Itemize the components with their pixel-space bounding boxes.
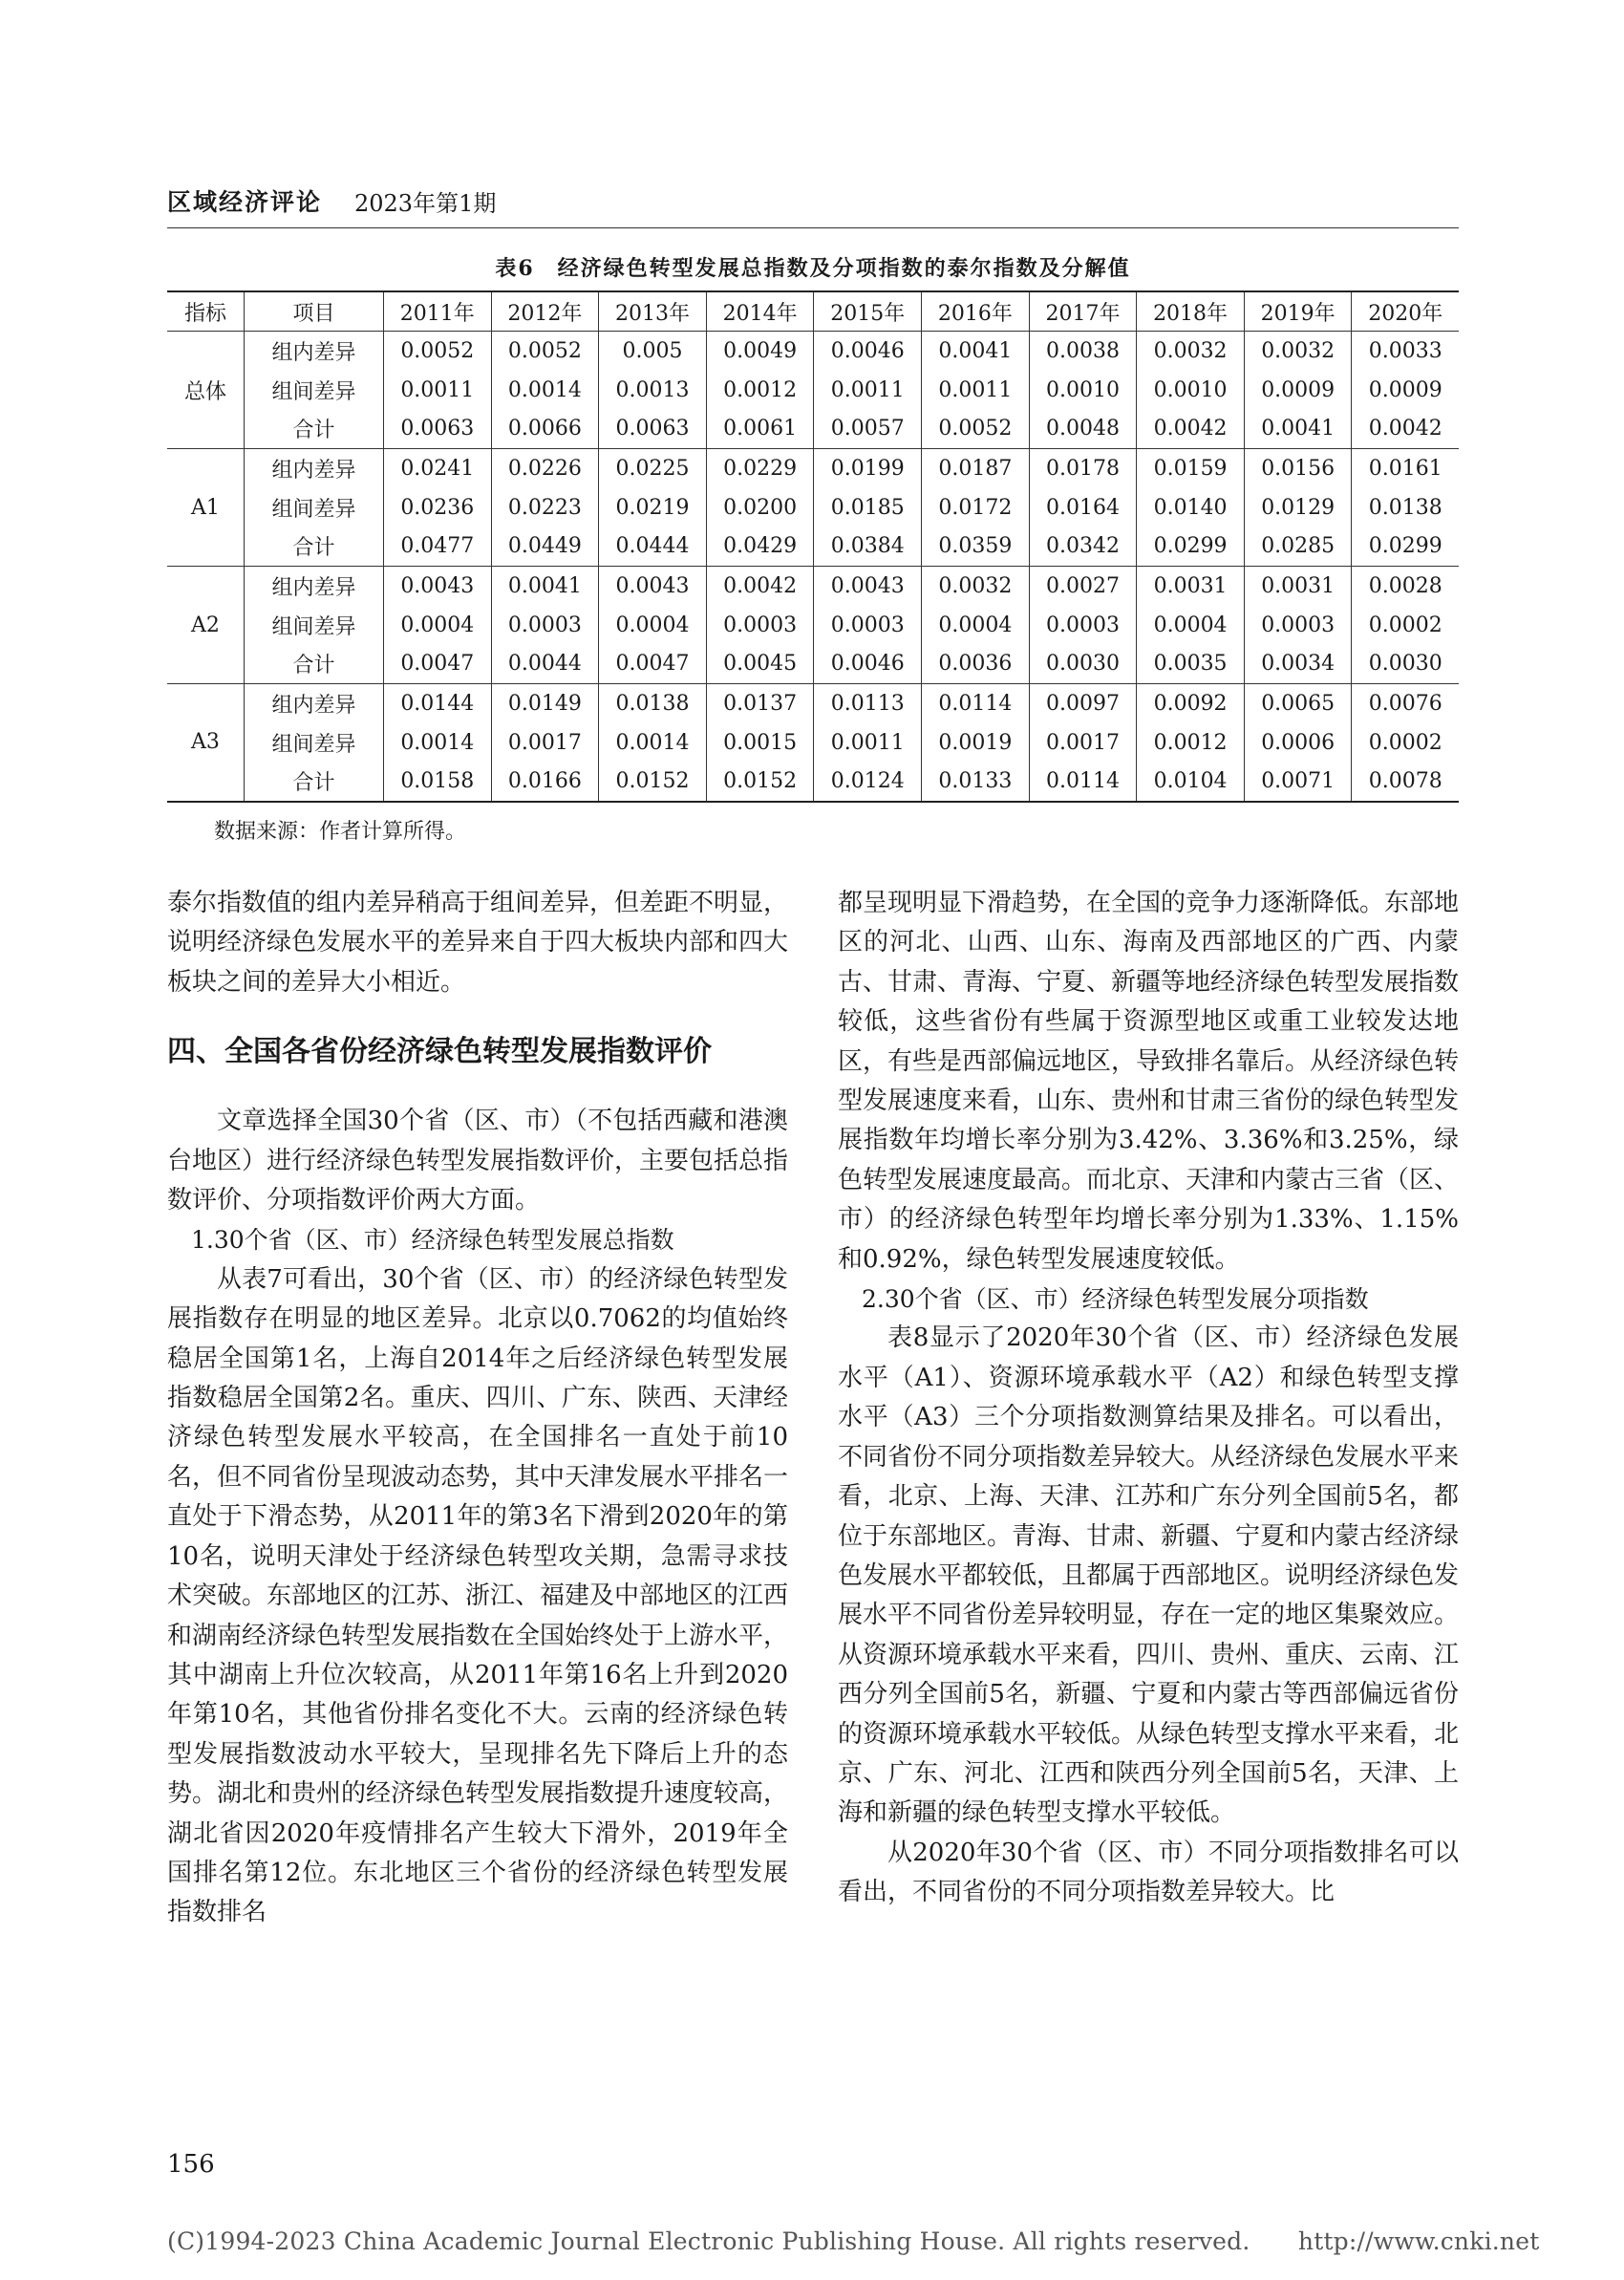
table-title: 表6 经济绿色转型发展总指数及分项指数的泰尔指数及分解值 <box>495 256 1131 281</box>
header-item: 项目 <box>245 291 384 332</box>
value-cell: 0.0138 <box>1368 495 1442 520</box>
value-cell: 0.0129 <box>1244 488 1352 527</box>
header-year: 2014年 <box>706 291 814 332</box>
value-cell: 0.0047 <box>599 645 707 684</box>
value-cell: 0.0285 <box>1244 527 1352 567</box>
value-cell: 0.0078 <box>1352 763 1459 802</box>
value-cell: 0.0010 <box>1137 371 1245 410</box>
item-cell: 组间差异 <box>245 723 384 763</box>
item-cell: 合计 <box>245 763 384 802</box>
value-cell: 0.0042 <box>1352 410 1459 449</box>
header-year: 2012年 <box>491 291 599 332</box>
value-cell: 0.0133 <box>922 763 1030 802</box>
table-row <box>167 684 1459 723</box>
item-cell: 组间差异 <box>245 488 384 527</box>
value-cell: 0.0138 <box>599 684 707 723</box>
value-cell: 0.0003 <box>491 606 599 645</box>
value-cell: 0.0009 <box>1244 371 1352 410</box>
value-cell: 0.0226 <box>491 449 599 488</box>
table-header-row <box>167 291 1459 332</box>
value-cell: 0.0104 <box>1137 763 1245 802</box>
value-cell: 0.0178 <box>1029 449 1137 488</box>
value-cell: 0.0014 <box>599 723 707 763</box>
value-cell: 0.0219 <box>599 488 707 527</box>
item-cell: 组间差异 <box>245 606 384 645</box>
value-cell: 0.0114 <box>1029 763 1137 802</box>
item-cell: 组内差异 <box>245 684 384 723</box>
value-cell: 0.0003 <box>814 606 922 645</box>
item-cell: 合计 <box>245 527 384 567</box>
value-cell: 0.0449 <box>491 527 599 567</box>
paragraph: 都呈现明显下滑趋势，在全国的竞争力逐渐降低。东部地区的河北、山西、山东、海南及西部地区的广西、内蒙古、甘肃、青海、宁夏、新疆等地经济绿色转型发展指数较低，这些省份有些属于资源型地区或重工业较发达地区，有些是西部偏远地区，导致排名靠后。从经济绿色转型发展速度来看，山东、贵州和甘肃三省份的绿色转型发展指数年均增长率分别为3.42%、3.36%和3.25%，绿色转型发展速度最高。而北京、天津和内蒙古三省（区、市）的经济绿色转型年均增长率分别为1.33%、1.15%和0.92%，绿色转型发展速度较低。 <box>838 889 1460 1274</box>
section-heading: 四、全国各省份经济绿色转型发展指数评价 <box>167 1035 712 1069</box>
value-cell: 0.0043 <box>599 567 707 606</box>
copyright-footer: (C)1994-2023 China Academic Journal Electronic Publishing House. All rights reserved. http://www.cnki.net <box>167 2227 1540 2255</box>
value-cell: 0.0032 <box>1244 332 1352 371</box>
value-cell: 0.0063 <box>599 410 707 449</box>
value-cell: 0.0065 <box>1244 684 1352 723</box>
value-cell: 0.0004 <box>1137 606 1245 645</box>
running-header <box>167 183 1459 226</box>
value-cell: 0.0009 <box>1368 377 1442 402</box>
table-row <box>167 763 1459 802</box>
table-row <box>167 371 1459 410</box>
value-cell: 0.0049 <box>706 332 814 371</box>
value-cell: 0.0011 <box>922 371 1030 410</box>
value-cell: 0.0199 <box>814 449 922 488</box>
value-cell: 0.0045 <box>706 645 814 684</box>
value-cell: 0.0052 <box>922 410 1030 449</box>
value-cell: 0.0299 <box>1352 527 1459 567</box>
value-cell: 0.0014 <box>384 723 492 763</box>
value-cell: 0.0137 <box>706 684 814 723</box>
value-cell: 0.0010 <box>1029 371 1137 410</box>
value-cell: 0.0036 <box>922 645 1030 684</box>
subsection-heading: 1.30个省（区、市）经济绿色转型发展总指数 <box>191 1226 674 1255</box>
value-cell: 0.0052 <box>384 332 492 371</box>
value-cell: 0.0052 <box>491 332 599 371</box>
theil-index-table <box>167 290 1459 803</box>
value-cell: 0.0161 <box>1368 456 1442 481</box>
value-cell: 0.0047 <box>384 645 492 684</box>
item-cell: 合计 <box>245 645 384 684</box>
header-year: 2020年 <box>1352 291 1459 332</box>
table-row <box>167 410 1459 449</box>
value-cell: 0.0114 <box>922 684 1030 723</box>
indicator-cell: A2 <box>167 567 245 684</box>
page-number: 156 <box>167 2150 215 2179</box>
subsection-heading: 2.30个省（区、市）经济绿色转型发展分项指数 <box>862 1285 1369 1314</box>
table-row <box>167 449 1459 488</box>
value-cell: 0.0043 <box>814 567 922 606</box>
value-cell: 0.0299 <box>1137 527 1245 567</box>
value-cell: 0.0187 <box>922 449 1030 488</box>
indicator-cell: 总体 <box>167 332 245 449</box>
value-cell: 0.0092 <box>1137 684 1245 723</box>
value-cell: 0.0017 <box>491 723 599 763</box>
value-cell: 0.0042 <box>706 567 814 606</box>
value-cell: 0.0030 <box>1029 645 1137 684</box>
value-cell: 0.0166 <box>491 763 599 802</box>
header-indicator: 指标 <box>167 291 245 332</box>
value-cell: 0.0156 <box>1244 449 1352 488</box>
value-cell: 0.0003 <box>1029 606 1137 645</box>
table-row <box>167 723 1459 763</box>
journal-issue: 2023年第1期 <box>354 190 497 217</box>
value-cell: 0.0241 <box>384 449 492 488</box>
header-year: 2019年 <box>1244 291 1352 332</box>
value-cell: 0.0041 <box>491 567 599 606</box>
value-cell: 0.0477 <box>384 527 492 567</box>
paragraph: 从2020年30个省（区、市）不同分项指数排名可以看出，不同省份的不同分项指数差异较大。比 <box>838 1838 1459 1907</box>
value-cell: 0.0113 <box>814 684 922 723</box>
value-cell: 0.005 <box>599 332 707 371</box>
table-source-note: 数据来源：作者计算所得。 <box>214 820 467 844</box>
value-cell: 0.0032 <box>1137 332 1245 371</box>
value-cell: 0.0144 <box>384 684 492 723</box>
value-cell: 0.0225 <box>599 449 707 488</box>
value-cell: 0.0071 <box>1244 763 1352 802</box>
header-year: 2015年 <box>814 291 922 332</box>
value-cell: 0.0013 <box>599 371 707 410</box>
item-cell: 组内差异 <box>245 332 384 371</box>
value-cell: 0.0359 <box>922 527 1030 567</box>
item-cell: 组内差异 <box>245 567 384 606</box>
value-cell: 0.0172 <box>922 488 1030 527</box>
value-cell: 0.0035 <box>1137 645 1245 684</box>
value-cell: 0.0041 <box>1244 410 1352 449</box>
value-cell: 0.0044 <box>491 645 599 684</box>
journal-name: 区域经济评论 <box>167 188 323 216</box>
left-column <box>167 884 788 1933</box>
table-row <box>167 606 1459 645</box>
value-cell: 0.0032 <box>922 567 1030 606</box>
value-cell: 0.0229 <box>706 449 814 488</box>
header-year: 2017年 <box>1029 291 1137 332</box>
indicator-cell: A3 <box>167 684 245 802</box>
value-cell: 0.0046 <box>814 645 922 684</box>
value-cell: 0.0429 <box>706 527 814 567</box>
value-cell: 0.0031 <box>1137 567 1245 606</box>
value-cell: 0.0164 <box>1029 488 1137 527</box>
value-cell: 0.0384 <box>814 527 922 567</box>
value-cell: 0.0031 <box>1244 567 1352 606</box>
value-cell: 0.0027 <box>1029 567 1137 606</box>
value-cell: 0.0003 <box>1244 606 1352 645</box>
item-cell: 合计 <box>245 410 384 449</box>
value-cell: 0.0043 <box>384 567 492 606</box>
value-cell: 0.0004 <box>384 606 492 645</box>
value-cell: 0.0014 <box>491 371 599 410</box>
header-year: 2018年 <box>1137 291 1245 332</box>
table-row <box>167 645 1459 684</box>
value-cell: 0.0011 <box>814 723 922 763</box>
paragraph: 泰尔指数值的组内差异稍高于组间差异，但差距不明显，说明经济绿色发展水平的差异来自于四大板块内部和四大板块之间的差异大小相近。 <box>167 889 789 997</box>
value-cell: 0.0041 <box>922 332 1030 371</box>
header-year: 2011年 <box>384 291 492 332</box>
value-cell: 0.0152 <box>706 763 814 802</box>
value-cell: 0.0158 <box>384 763 492 802</box>
value-cell: 0.0003 <box>706 606 814 645</box>
value-cell: 0.0011 <box>384 371 492 410</box>
value-cell: 0.0444 <box>599 527 707 567</box>
item-cell: 组内差异 <box>245 449 384 488</box>
value-cell: 0.0097 <box>1029 684 1137 723</box>
value-cell: 0.0066 <box>491 410 599 449</box>
value-cell: 0.0342 <box>1029 527 1137 567</box>
paragraph: 文章选择全国30个省（区、市）（不包括西藏和港澳台地区）进行经济绿色转型发展指数评价，主要包括总指数评价、分项指数评价两大方面。 <box>167 1107 789 1215</box>
value-cell: 0.0019 <box>922 723 1030 763</box>
value-cell: 0.0002 <box>1368 730 1442 755</box>
value-cell: 0.0011 <box>814 371 922 410</box>
value-cell: 0.0046 <box>814 332 922 371</box>
right-column <box>838 884 1459 1913</box>
value-cell: 0.0002 <box>1368 613 1442 637</box>
header-rule <box>167 227 1459 228</box>
table-row <box>167 332 1459 371</box>
paragraph: 从表7可看出，30个省（区、市）的经济绿色转型发展指数存在明显的地区差异。北京以0.7062的均值始终稳居全国第1名，上海自2014年之后经济绿色转型发展指数稳居全国第2名。重庆、四川、广东、陕西、天津经济绿色转型发展水平较高，在全国排名一直处于前10名，但不同省份呈现波动态势，其中天津发展水平排名一直处于下滑态势，从2011年的第3名下滑到2020年的第10名，说明天津处于经济绿色转型攻关期，急需寻求技术突破。东部地区的江苏、浙江、福建及中部地区的江西和湖南经济绿色转型发展指数在全国始终处于上游水平，其中湖南上升位次较高，从2011年第16名上升到2020年第10名，其他省份排名变化不大。云南的经济绿色转型发展指数波动水平较大，呈现排名先下降后上升的态势。湖北和贵州的经济绿色转型发展指数提升速度较高，湖北省因2020年疫情排名产生较大下滑外，2019年全国排名第12位。东北地区三个省份的经济绿色转型发展指数排名 <box>167 1264 789 1927</box>
item-cell: 组间差异 <box>245 371 384 410</box>
value-cell: 0.0012 <box>706 371 814 410</box>
value-cell: 0.0004 <box>922 606 1030 645</box>
value-cell: 0.0004 <box>599 606 707 645</box>
header-year: 2013年 <box>599 291 707 332</box>
value-cell: 0.0006 <box>1244 723 1352 763</box>
table-row <box>167 488 1459 527</box>
value-cell: 0.0034 <box>1244 645 1352 684</box>
value-cell: 0.0185 <box>814 488 922 527</box>
value-cell: 0.0152 <box>599 763 707 802</box>
table-row <box>167 567 1459 606</box>
value-cell: 0.0038 <box>1029 332 1137 371</box>
paragraph: 表8显示了2020年30个省（区、市）经济绿色发展水平（A1）、资源环境承载水平（A2）和绿色转型支撑水平（A3）三个分项指数测算结果及排名。可以看出，不同省份不同分项指数差异较大。从经济绿色发展水平来看，北京、上海、天津、江苏和广东分列全国前5名，都位于东部地区。青海、甘肃、新疆、宁夏和内蒙古经济绿色发展水平都较低，且都属于西部地区。说明经济绿色发展水平不同省份差异较明显，存在一定的地区集聚效应。从资源环境承载水平来看，四川、贵州、重庆、云南、江西分列全国前5名，新疆、宁夏和内蒙古等西部偏远省份的资源环境承载水平较低。从绿色转型支撑水平来看，北京、广东、河北、江西和陕西分列全国前5名，天津、上海和新疆的绿色转型支撑水平较低。 <box>838 1323 1460 1828</box>
value-cell: 0.0033 <box>1368 338 1442 363</box>
value-cell: 0.0223 <box>491 488 599 527</box>
value-cell: 0.0042 <box>1137 410 1245 449</box>
value-cell: 0.0017 <box>1029 723 1137 763</box>
value-cell: 0.0028 <box>1368 573 1442 598</box>
value-cell: 0.0159 <box>1137 449 1245 488</box>
value-cell: 0.0061 <box>706 410 814 449</box>
value-cell: 0.0057 <box>814 410 922 449</box>
header-year: 2016年 <box>922 291 1030 332</box>
value-cell: 0.0063 <box>384 410 492 449</box>
value-cell: 0.0015 <box>706 723 814 763</box>
table-row <box>167 527 1459 567</box>
indicator-cell: A1 <box>167 449 245 567</box>
value-cell: 0.0149 <box>491 684 599 723</box>
value-cell: 0.0200 <box>706 488 814 527</box>
value-cell: 0.0012 <box>1137 723 1245 763</box>
value-cell: 0.0140 <box>1137 488 1245 527</box>
value-cell: 0.0076 <box>1368 691 1442 716</box>
value-cell: 0.0124 <box>814 763 922 802</box>
value-cell: 0.0048 <box>1029 410 1137 449</box>
value-cell: 0.0236 <box>384 488 492 527</box>
value-cell: 0.0030 <box>1352 645 1459 684</box>
